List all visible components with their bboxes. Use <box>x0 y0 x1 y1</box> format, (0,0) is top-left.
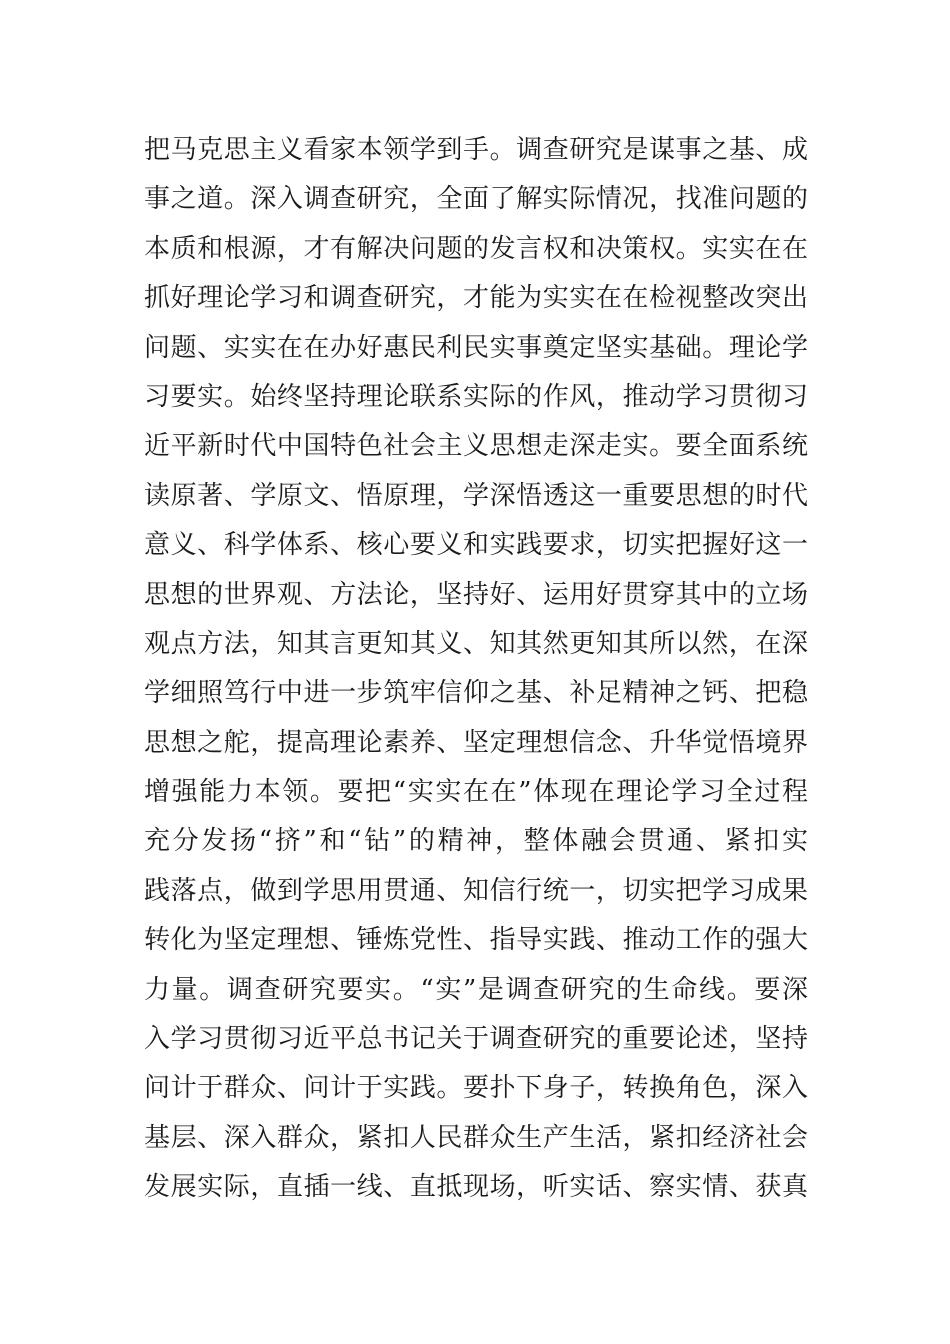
text-line-10: 思想的世界观、方法论，坚持好、运用好贯穿其中的立场 <box>144 579 808 610</box>
text-line-11: 观点方法，知其言更知其义、知其然更知其所以然，在深 <box>144 628 808 659</box>
text-line-5: 问题、实实在在办好惠民利民实事奠定坚实基础。理论学 <box>144 332 808 363</box>
body-paragraph <box>144 126 808 1213</box>
text-line-15: 充分发扬“挤”和“钻”的精神，整体融会贯通、紧扣实 <box>144 826 808 857</box>
text-line-12: 学细照笃行中进一步筑牢信仰之基、补足精神之钙、把稳 <box>144 678 808 709</box>
text-line-22: 发展实际，直插一线、直抵现场，听实话、察实情、获真 <box>144 1172 808 1203</box>
text-line-9: 意义、科学体系、核心要义和实践要求，切实把握好这一 <box>144 530 808 561</box>
text-line-21: 基层、深入群众，紧扣人民群众生产生活，紧扣经济社会 <box>144 1122 808 1153</box>
text-line-17: 转化为坚定理想、锤炼党性、指导实践、推动工作的强大 <box>144 925 808 956</box>
text-line-13: 思想之舵，提高理论素养、坚定理想信念、升华觉悟境界 <box>144 727 808 758</box>
text-line-3: 本质和根源，才有解决问题的发言权和决策权。实实在在 <box>144 233 808 264</box>
text-line-16: 践落点，做到学思用贯通、知信行统一，切实把学习成果 <box>144 875 808 906</box>
text-line-2: 事之道。深入调查研究，全面了解实际情况，找准问题的 <box>144 184 808 215</box>
text-line-8: 读原著、学原文、悟原理，学深悟透这一重要思想的时代 <box>144 480 808 511</box>
text-line-4: 抓好理论学习和调查研究，才能为实实在在检视整改突出 <box>144 283 808 314</box>
text-line-1: 把马克思主义看家本领学到手。调查研究是谋事之基、成 <box>144 135 808 165</box>
text-line-6: 习要实。始终坚持理论联系实际的作风，推动学习贯彻习 <box>144 381 808 412</box>
text-line-19: 入学习贯彻习近平总书记关于调查研究的重要论述，坚持 <box>144 1024 808 1055</box>
text-line-18: 力量。调查研究要实。“实”是调查研究的生命线。要深 <box>144 974 808 1005</box>
text-line-20: 问计于群众、问计于实践。要扑下身子，转换角色，深入 <box>144 1073 808 1104</box>
text-line-14: 增强能力本领。要把“实实在在”体现在理论学习全过程 <box>144 777 808 808</box>
text-line-7: 近平新时代中国特色社会主义思想走深走实。要全面系统 <box>144 431 808 462</box>
